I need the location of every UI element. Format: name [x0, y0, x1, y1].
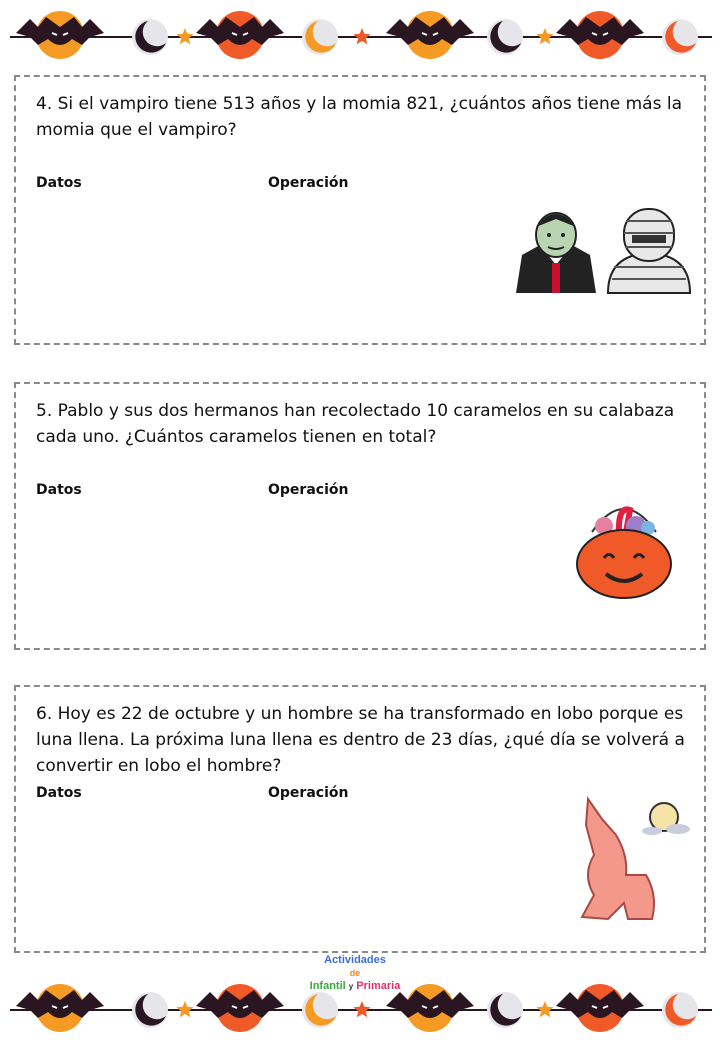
problem-text: 5. Pablo y sus dos hermanos han recolectado 10 caramelos en su calabaza cada uno. ¿Cuántos caramelos tienen en total? — [36, 401, 675, 447]
site-logo: Actividades de Infantil y Primaria — [309, 954, 401, 992]
moon-icon — [302, 992, 338, 1028]
bat-icon — [196, 11, 284, 59]
star-icon — [353, 28, 370, 44]
bat-icon — [386, 984, 474, 1032]
vampire-illustration — [514, 205, 598, 295]
operacion-label: Operación — [268, 482, 349, 498]
datos-label: Datos — [36, 482, 82, 498]
problem-text: 6. Hoy es 22 de octubre y un hombre se ha transformado en lobo porque es luna llena. La próxima luna llena es dentro de 23 días, ¿qué día se volverá a convertir en lobo el hombre? — [36, 704, 685, 776]
moon-icon — [302, 19, 338, 55]
star-icon — [536, 28, 553, 44]
problem-card-4 — [14, 75, 706, 345]
problem-card-6 — [14, 685, 706, 953]
moon-icon — [487, 992, 523, 1028]
bat-icon — [386, 11, 474, 59]
bat-icon — [556, 11, 644, 59]
star-icon — [176, 28, 193, 44]
star-icon — [536, 1001, 553, 1017]
halloween-garland-bottom — [0, 978, 720, 1038]
bat-icon — [196, 984, 284, 1032]
operacion-label: Operación — [268, 175, 349, 191]
halloween-garland-top — [0, 5, 720, 65]
problem-text: 4. Si el vampiro tiene 513 años y la momia 821, ¿cuántos años tiene más la momia que el vampiro? — [36, 94, 682, 140]
moon-icon — [487, 19, 523, 55]
moon-icon — [662, 19, 698, 55]
moon-icon — [132, 992, 168, 1028]
moon-icon — [662, 992, 698, 1028]
star-icon — [353, 1001, 370, 1017]
bat-icon — [556, 984, 644, 1032]
pumpkin-candy-bucket-illustration — [574, 492, 674, 602]
werewolf-moon-illustration — [568, 795, 698, 925]
datos-label: Datos — [36, 785, 82, 801]
bat-icon — [16, 984, 104, 1032]
mummy-illustration — [604, 205, 694, 295]
datos-label: Datos — [36, 175, 82, 191]
moon-icon — [132, 19, 168, 55]
operacion-label: Operación — [268, 785, 349, 801]
problem-card-5 — [14, 382, 706, 650]
bat-icon — [16, 11, 104, 59]
star-icon — [176, 1001, 193, 1017]
